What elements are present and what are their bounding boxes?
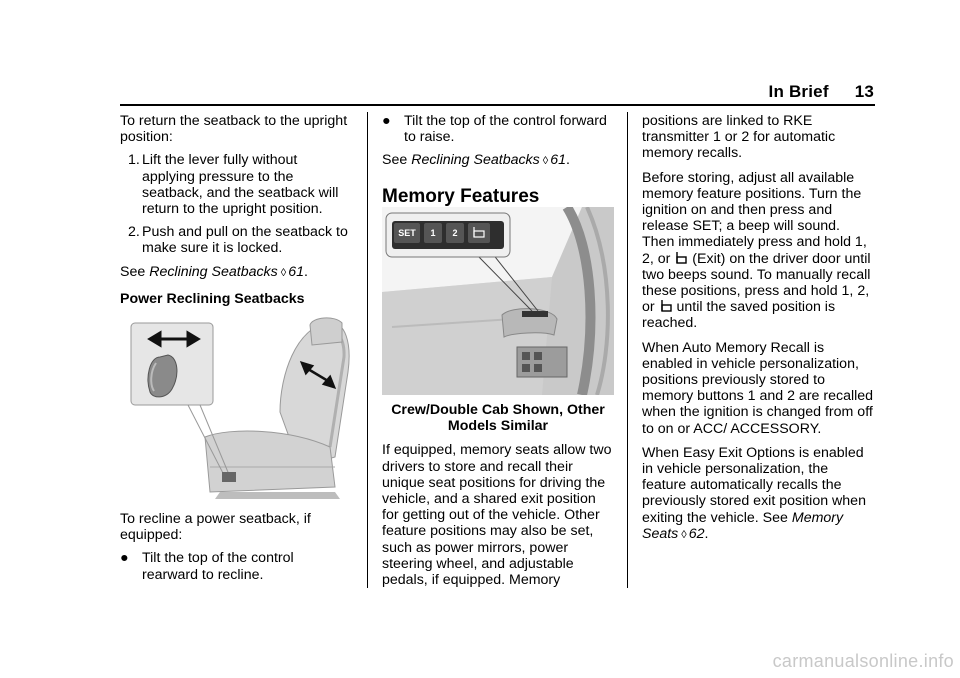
bullet-raise bbox=[382, 113, 614, 145]
column-2 bbox=[382, 113, 614, 208]
storing-text-c: until the saved position is reached. bbox=[642, 299, 836, 332]
running-header bbox=[769, 82, 874, 102]
rke-paragraph: positions are linked to RKE transmitter 1 or 2 for automatic memory recalls. bbox=[642, 113, 836, 162]
door-panel-illustration bbox=[382, 207, 614, 395]
header-rule bbox=[120, 104, 875, 106]
storing-text-a: Before storing, adjust all available memory feature positions. Turn the ignition on and then press and release SET; a beep will sound. Then immediately press and hold 1, 2, or bbox=[642, 169, 867, 267]
reclining-seatbacks-link[interactable]: Reclining Seatbacks bbox=[411, 152, 540, 169]
memory-body: If equipped, memory seats allow two drivers to store and recall their unique seat positions for driving the vehicle, and a shared exit position for getting out of the vehicle. Other feature positions may also be set, such as power mirrors, power steering wheel, and adjustable pedals, if equipped. Memory bbox=[382, 442, 612, 589]
upright-steps bbox=[120, 152, 352, 256]
exit-seat-icon bbox=[660, 299, 672, 313]
step-1 bbox=[120, 152, 352, 217]
reclining-seatbacks-link[interactable]: Reclining Seatbacks bbox=[149, 263, 278, 280]
memory-2-button-graphic: 2 bbox=[446, 223, 464, 243]
auto-memory-paragraph: When Auto Memory Recall is enabled in vehicle personalization, positions previously stored to memory buttons 1 and 2 are recalled when the ignition is changed from off to on or ACC/ ACCESSORY. bbox=[642, 339, 874, 437]
storing-paragraph bbox=[642, 170, 874, 332]
column-1 bbox=[120, 113, 352, 307]
see-prefix: See bbox=[382, 152, 408, 169]
exit-seat-icon bbox=[468, 223, 490, 243]
memory-features-heading: Memory Features bbox=[382, 185, 540, 207]
page-ref-number[interactable]: 62 bbox=[688, 525, 705, 542]
easy-exit-text: When Easy Exit Options is enabled in vehicle personalization, the feature automatically recalls the previously stored exit position when exiting the vehicle. See bbox=[642, 444, 866, 526]
step-1-number: 1. bbox=[128, 152, 140, 169]
step-2-text: Push and pull on the seatback to make sure it is locked. bbox=[142, 224, 348, 257]
page-ref-icon: ◊ bbox=[681, 528, 687, 541]
image-caption: Crew/Double Cab Shown, Other Models Similar bbox=[391, 402, 605, 435]
bullet-raise-text: Tilt the top of the control forward to raise. bbox=[404, 113, 607, 146]
exit-button-graphic bbox=[468, 223, 490, 243]
set-button-graphic: SET bbox=[394, 223, 420, 243]
step-2 bbox=[120, 224, 352, 256]
exit-seat-icon bbox=[675, 251, 687, 265]
column-divider-1 bbox=[367, 112, 368, 588]
page-ref-icon: ◊ bbox=[280, 266, 287, 279]
bullet-recline-text: Tilt the top of the control rearward to recline. bbox=[142, 550, 294, 583]
bullet-recline bbox=[120, 550, 352, 582]
page-ref-icon: ◊ bbox=[542, 155, 549, 168]
step-1-text: Lift the lever fully without applying pressure to the seatback, and the seatback will return to the upright position. bbox=[142, 152, 339, 218]
watermark: carmanualsonline.info bbox=[772, 651, 954, 671]
easy-exit-paragraph: When Easy Exit Options is enabled in vehicle personalization, the feature automatically recalls the previously stored exit position when exiting the vehicle. See Memory Seats ◊ 62. bbox=[642, 444, 866, 542]
section-title: In Brief bbox=[768, 82, 829, 101]
memory-seats-link[interactable]: Memory Seats bbox=[642, 509, 844, 542]
bullet-marker: ● bbox=[120, 550, 129, 567]
memory-buttons-graphic bbox=[394, 223, 490, 243]
see-prefix: See bbox=[120, 263, 146, 280]
column-2-lower bbox=[382, 402, 614, 588]
see-reference-2: See Reclining Seatbacks ◊ 61. bbox=[382, 152, 570, 169]
step-2-number: 2. bbox=[128, 224, 140, 241]
power-reclining-heading: Power Reclining Seatbacks bbox=[120, 290, 305, 307]
storing-text-b: (Exit) on the driver door until two beeps sound. To manually recall these positions, press and hold 1, 2, or bbox=[642, 250, 871, 316]
column-1-lower bbox=[120, 511, 352, 583]
power-seat-illustration bbox=[130, 317, 352, 499]
bullet-marker: ● bbox=[382, 113, 391, 129]
page-number: 13 bbox=[854, 82, 874, 101]
upright-intro: To return the seatback to the upright position: bbox=[120, 113, 348, 146]
page-ref-number[interactable]: 61 bbox=[288, 263, 304, 280]
column-3 bbox=[642, 113, 874, 543]
recline-intro: To recline a power seatback, if equipped: bbox=[120, 511, 311, 544]
see-reference-1: See Reclining Seatbacks ◊ 61. bbox=[120, 263, 308, 280]
column-divider-2 bbox=[627, 112, 628, 588]
memory-1-button-graphic: 1 bbox=[424, 223, 442, 243]
page-ref-number[interactable]: 61 bbox=[550, 152, 566, 169]
